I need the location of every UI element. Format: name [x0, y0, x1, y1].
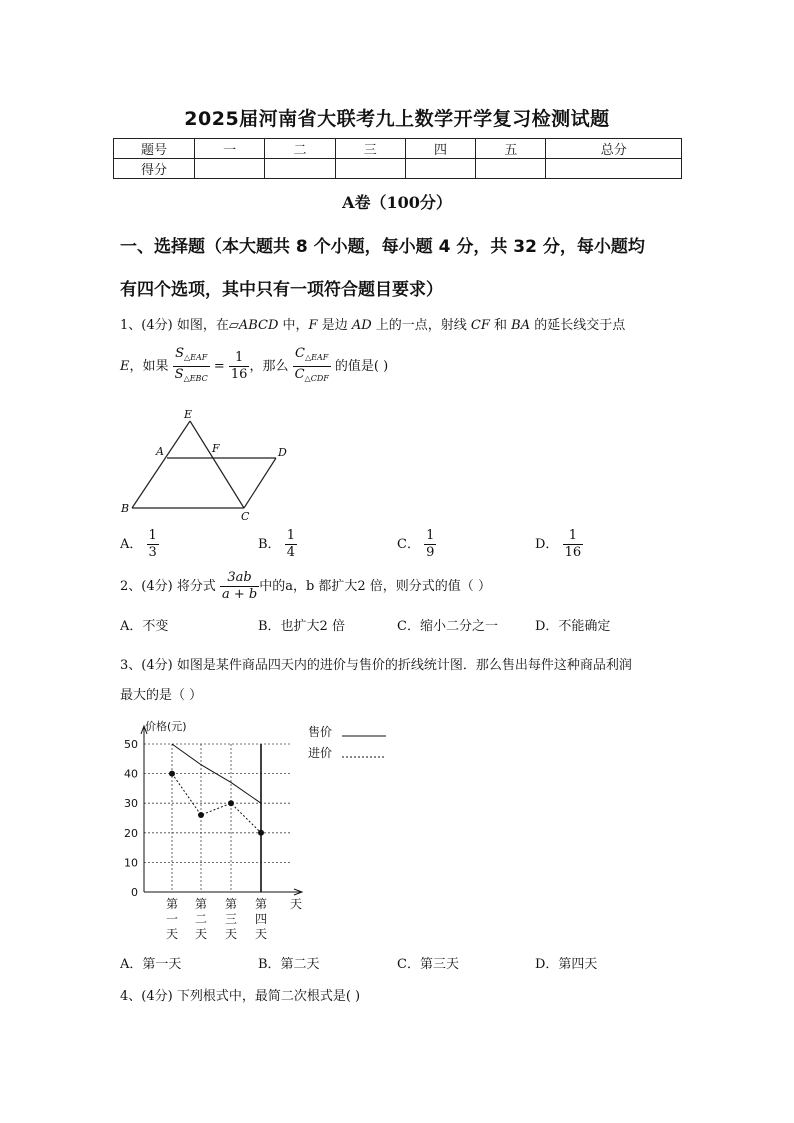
score-cell[interactable]	[546, 159, 682, 179]
x-tick-label: 天	[224, 927, 238, 941]
label-F: F	[212, 442, 220, 455]
y-tick-label: 10	[124, 856, 138, 870]
q1-subscript: △EBC	[183, 374, 208, 383]
score-cell[interactable]	[476, 159, 546, 179]
q3-option-a[interactable]: A．第一天	[120, 957, 182, 972]
line-DC	[244, 458, 276, 508]
option-letter: C．	[397, 537, 420, 552]
q2-option-c[interactable]: C．缩小二分之一	[397, 619, 498, 634]
q1-text: ，如果	[129, 359, 169, 374]
x-tick-label: 一	[165, 912, 179, 926]
table-cell: 一	[195, 139, 265, 159]
q1-subscript: △EAF	[305, 353, 329, 362]
q2-text: 中的a，b 都扩大2 倍，则分式的值（ ）	[259, 579, 491, 594]
q1-math: F	[308, 318, 318, 333]
score-cell[interactable]	[195, 159, 265, 179]
fraction-denominator: 4	[286, 545, 295, 560]
label-B: B	[121, 502, 130, 515]
score-table	[113, 138, 682, 179]
q1-subscript: △CDF	[304, 374, 329, 383]
data-point	[198, 812, 204, 818]
fraction-numerator: 1	[229, 350, 250, 367]
q3-option-d[interactable]: D．第四天	[535, 957, 598, 972]
x-tick-label: 二	[194, 912, 208, 926]
q1-math: S	[175, 346, 184, 361]
q3-option-b[interactable]: B．第二天	[258, 957, 320, 972]
section-a-heading: A卷（100分）	[342, 193, 452, 212]
option-letter: B．	[258, 537, 281, 552]
q1-ratio-value	[229, 350, 250, 383]
legend-label: 售价	[308, 725, 333, 739]
option-letter: A．	[120, 537, 143, 552]
label-A: A	[156, 445, 164, 458]
q1-text: 的延长线交于点	[530, 318, 626, 333]
q2-option-a[interactable]: A．不变	[120, 619, 169, 634]
q4-stem: 4、(4分) 下列根式中，最简二次根式是( )	[120, 989, 361, 1004]
fraction-numerator: 3ab	[220, 570, 259, 587]
x-tick-label: 天	[165, 927, 179, 941]
q1-text: 上的一点，射线	[371, 318, 471, 333]
q1-stem-line1	[120, 314, 625, 333]
x-tick-label: 三	[224, 912, 238, 926]
q3-stem-line1: 3、(4分) 如图是某件商品四天内的进价与售价的折线统计图．那么售出每件这种商品利润	[120, 658, 632, 673]
q1-text: 和	[489, 318, 512, 333]
chart-axes	[141, 726, 302, 895]
q1-math: ▱ABCD	[228, 318, 279, 333]
legend-label: 进价	[308, 746, 333, 760]
chart-series	[169, 744, 264, 836]
score-cell[interactable]	[335, 159, 405, 179]
y-tick-label: 30	[124, 797, 138, 811]
q1-geometry-figure	[115, 404, 305, 522]
q1-stem-line2	[120, 346, 388, 387]
fraction-denominator: 16	[564, 545, 582, 560]
chart-labels	[124, 719, 386, 941]
fraction-numerator: 1	[563, 528, 584, 545]
table-cell: 四	[405, 139, 475, 159]
q1-perimeter-ratio	[293, 346, 331, 387]
fraction-numerator: 1	[426, 528, 435, 543]
table-cell: 二	[265, 139, 335, 159]
x-axis-label: 天	[290, 897, 303, 911]
data-point	[169, 771, 175, 777]
q3-line-chart	[110, 716, 410, 941]
table-cell: 总分	[546, 139, 682, 159]
q1-equals: =	[213, 359, 225, 374]
fraction-numerator: 1	[286, 528, 295, 543]
line-EB	[132, 421, 190, 508]
x-tick-label: 第	[194, 897, 208, 911]
q1-math: BA	[511, 318, 531, 333]
fraction-denominator: 9	[426, 545, 435, 560]
x-tick-label: 第	[224, 897, 238, 911]
score-cell[interactable]	[405, 159, 475, 179]
q1-option-c[interactable]	[397, 528, 436, 561]
fraction-denominator: a + b	[221, 587, 258, 602]
line-EC	[190, 421, 244, 508]
q2-stem	[120, 570, 491, 603]
x-tick-label: 第	[165, 897, 179, 911]
q3-stem-line2: 最大的是（ ）	[120, 688, 203, 703]
q1-subscript: △EAF	[183, 353, 208, 362]
q1-area-ratio	[173, 346, 210, 387]
y-tick-label: 0	[131, 886, 138, 899]
q1-option-d[interactable]	[535, 528, 583, 561]
q1-math: C	[294, 367, 305, 382]
score-cell[interactable]	[265, 159, 335, 179]
option-letter: D．	[535, 537, 559, 552]
y-axis-label: 价格(元)	[145, 720, 187, 733]
y-tick-label: 20	[124, 826, 138, 840]
q1-text: ，那么	[249, 359, 289, 374]
table-cell: 题号	[114, 139, 195, 159]
page-title: 2025届河南省大联考九上数学开学复习检测试题	[184, 108, 610, 130]
table-cell: 三	[335, 139, 405, 159]
label-E: E	[184, 408, 193, 421]
y-tick-label: 40	[124, 767, 138, 781]
x-tick-label: 第	[254, 897, 268, 911]
x-tick-label: 天	[194, 927, 208, 941]
label-D: D	[278, 446, 287, 459]
q2-option-b[interactable]: B．也扩大2 倍	[258, 619, 345, 634]
table-cell: 得分	[114, 159, 195, 179]
q2-text: 2、(4分) 将分式	[120, 579, 216, 594]
y-tick-label: 50	[124, 738, 138, 751]
data-point	[258, 830, 264, 836]
q1-text: 是边	[317, 318, 352, 333]
fraction-denominator: 3	[148, 545, 157, 560]
q1-math: S	[174, 367, 184, 382]
part1-heading-line1: 一、选择题（本大题共 8 个小题，每小题 4 分，共 32 分，每小题均	[120, 237, 645, 257]
chart-grid	[144, 744, 290, 892]
label-C: C	[241, 510, 250, 522]
x-tick-label: 四	[254, 912, 268, 926]
x-tick-label: 天	[254, 927, 268, 941]
table-row	[114, 159, 682, 179]
q1-math: C	[295, 346, 305, 361]
fraction-denominator: 16	[230, 367, 248, 382]
q1-text: 的值是( )	[330, 359, 389, 374]
q3-option-c[interactable]: C．第三天	[397, 957, 459, 972]
q2-option-d[interactable]: D．不能确定	[535, 619, 611, 634]
table-row	[114, 139, 682, 159]
q1-option-b[interactable]	[258, 528, 297, 561]
data-point	[228, 800, 234, 806]
fraction-numerator: 1	[148, 528, 157, 543]
q1-text: 1、(4分) 如图，在	[120, 318, 229, 333]
part1-heading-line2: 有四个选项，其中只有一项符合题目要求）	[120, 280, 443, 300]
table-cell: 五	[476, 139, 546, 159]
q1-math: CF	[470, 318, 490, 333]
q1-math: AD	[351, 318, 372, 333]
q1-math: E	[120, 359, 130, 374]
q1-option-a[interactable]	[120, 528, 159, 561]
q1-text: 中，	[278, 318, 309, 333]
